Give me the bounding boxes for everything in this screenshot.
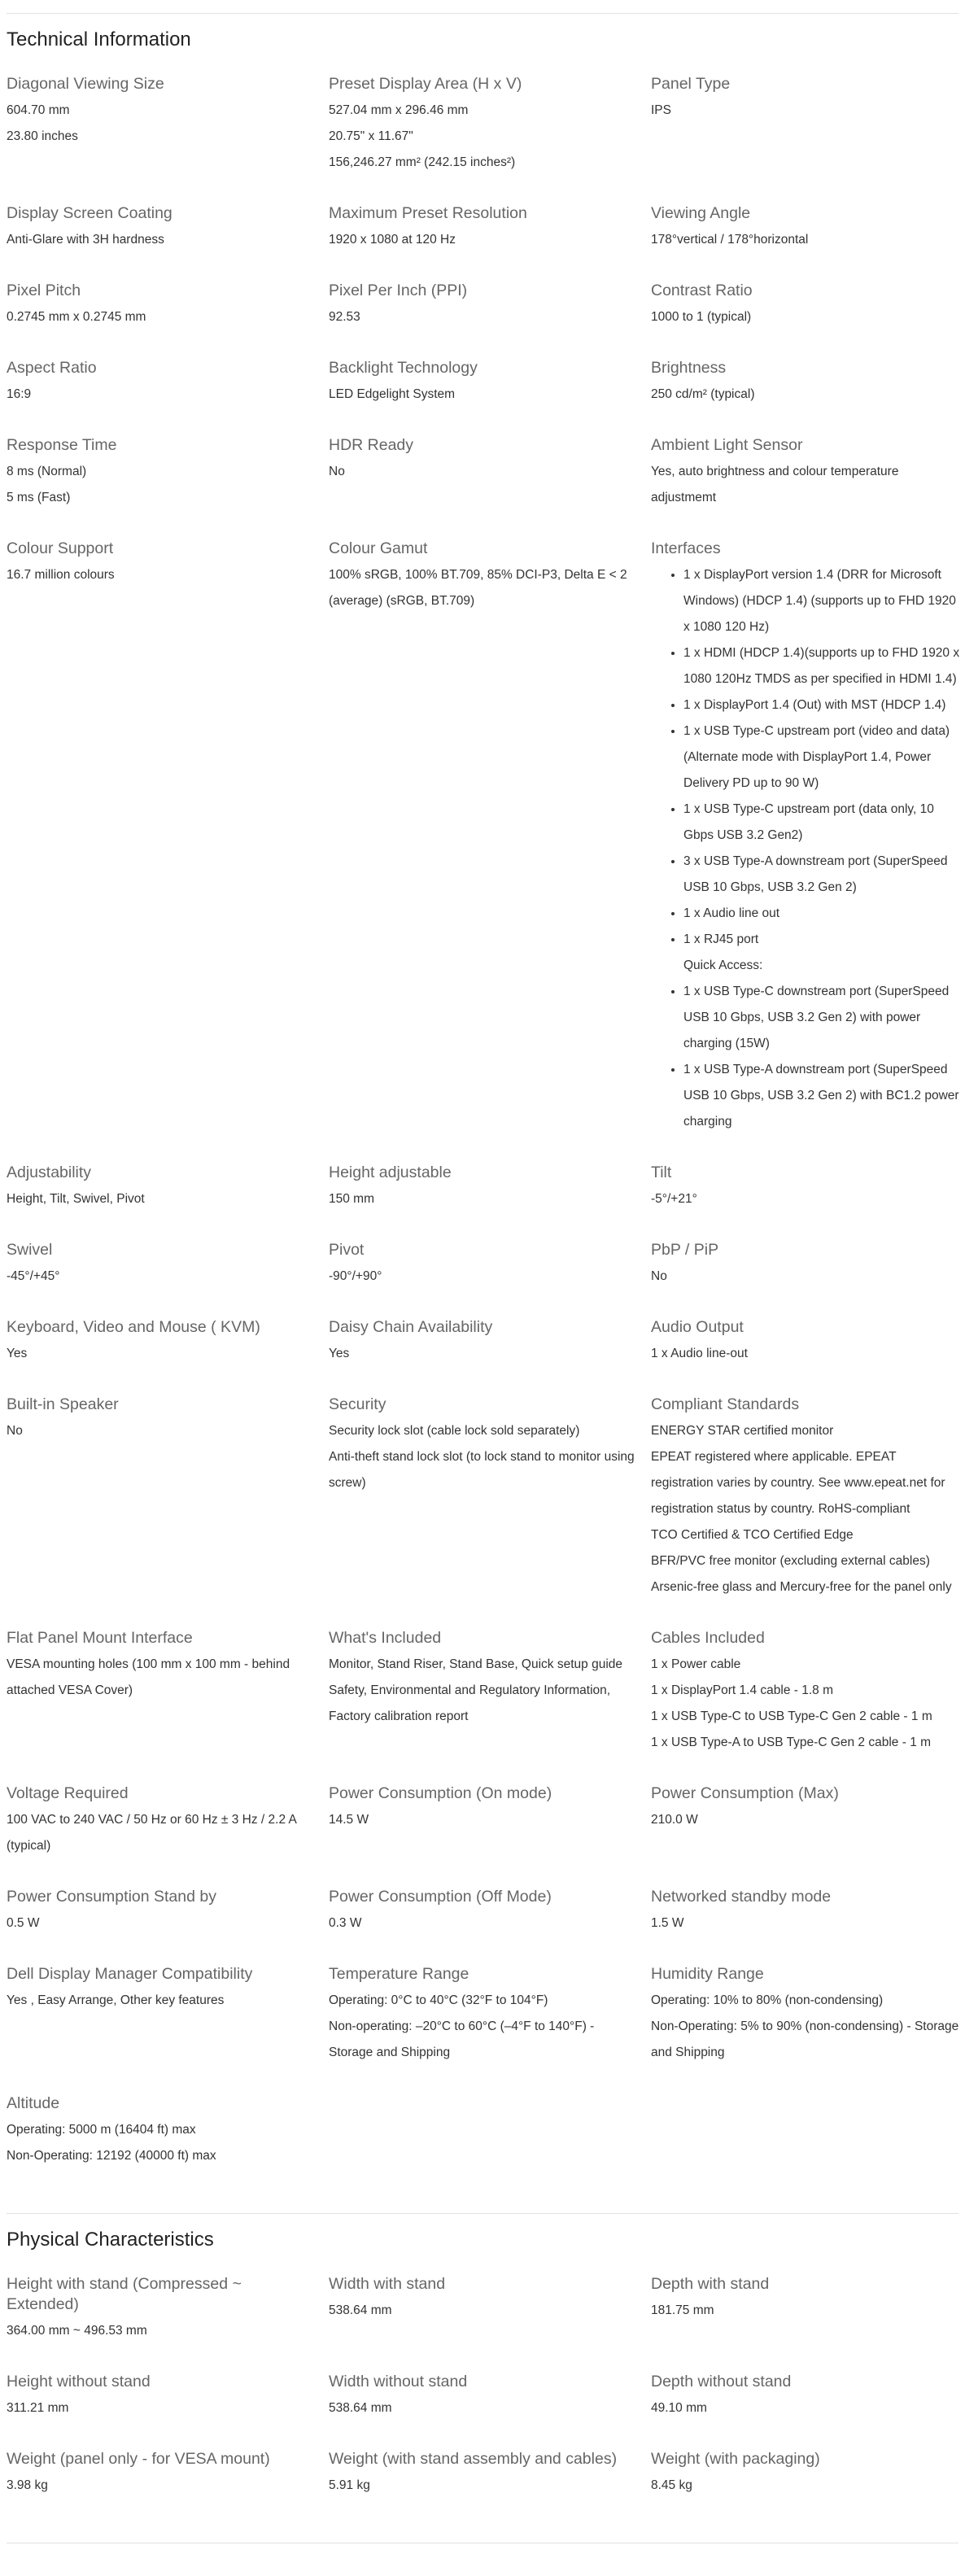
section-divider — [7, 2213, 958, 2214]
top-divider — [7, 13, 958, 14]
spec-value: 16:9 — [7, 387, 32, 401]
spec-humidity-range — [651, 1964, 965, 2094]
spec-value: 210.0 W — [651, 1813, 698, 1827]
spec-width-without-stand — [329, 2372, 651, 2449]
spec-label: Cables Included — [651, 1629, 765, 1647]
spec-contrast-ratio — [651, 281, 965, 358]
spec-value: 23.80 inches — [7, 129, 78, 143]
spec-value: 604.70 mm — [7, 103, 70, 117]
spec-depth-without-stand — [651, 2372, 965, 2449]
spec-value: 5.91 kg — [329, 2478, 370, 2492]
spec-label: Adjustability — [7, 1164, 92, 1181]
spec-tilt — [651, 1163, 965, 1240]
spec-label: Depth without stand — [651, 2373, 792, 2390]
spec-label: Interfaces — [651, 539, 721, 557]
spec-pixel-pitch — [7, 281, 329, 358]
spec-value: Arsenic-free glass and Mercury-free for the panel only — [651, 1580, 952, 1594]
spec-networked-standby-mode — [651, 1887, 965, 1964]
spec-list-item: • 1 x Audio line out — [683, 901, 960, 927]
spec-value: 92.53 — [329, 310, 360, 324]
spec-list-item: • 1 x USB Type-C downstream port (SuperSpeed USB 10 Gbps, USB 3.2 Gen 2) with power charging (15W) — [683, 979, 960, 1057]
spec-audio-output — [651, 1317, 965, 1395]
spec-label: Voltage Required — [7, 1784, 129, 1802]
spec-pbp-pip — [651, 1240, 965, 1317]
spec-label: Aspect Ratio — [7, 359, 97, 377]
spec-value: Yes, auto brightness and colour temperature adjustmemt — [651, 465, 899, 504]
spec-security — [329, 1395, 651, 1628]
spec-width-with-stand — [329, 2274, 651, 2372]
spec-weight-panel-only-for-vesa-mount — [7, 2449, 329, 2526]
spec-label: Weight (panel only - for VESA mount) — [7, 2450, 270, 2468]
spec-value: Operating: 10% to 80% (non-condensing) — [651, 1993, 884, 2007]
spec-label: Security — [329, 1395, 386, 1413]
spec-built-in-speaker — [7, 1395, 329, 1628]
spec-flat-panel-mount-interface — [7, 1628, 329, 1784]
spec-ambient-light-sensor — [651, 435, 965, 539]
spec-label: Brightness — [651, 359, 727, 377]
spec-label: Swivel — [7, 1241, 53, 1259]
spec-maximum-preset-resolution — [329, 203, 651, 281]
spec-value: Non-operating: –20°C to 60°C (–4°F to 140°F) - Storage and Shipping — [329, 2019, 595, 2059]
spec-label: Maximum Preset Resolution — [329, 204, 527, 222]
spec-value: 1920 x 1080 at 120 Hz — [329, 233, 456, 247]
spec-value: No — [651, 1269, 667, 1283]
spec-label: Diagonal Viewing Size — [7, 75, 164, 93]
spec-response-time — [7, 435, 329, 539]
spec-display-screen-coating — [7, 203, 329, 281]
spec-value: 250 cd/m² (typical) — [651, 387, 755, 401]
spec-pivot — [329, 1240, 651, 1317]
spec-power-consumption-on-mode — [329, 1784, 651, 1887]
spec-temperature-range — [329, 1964, 651, 2094]
spec-weight-with-packaging — [651, 2449, 965, 2526]
spec-altitude — [7, 2094, 329, 2197]
spec-value: Yes , Easy Arrange, Other key features — [7, 1993, 225, 2007]
spec-label: Height adjustable — [329, 1164, 452, 1181]
spec-power-consumption-max — [651, 1784, 965, 1887]
spec-value: ENERGY STAR certified monitor — [651, 1424, 834, 1438]
spec-aspect-ratio — [7, 358, 329, 435]
spec-label: Display Screen Coating — [7, 204, 172, 222]
spec-value-list — [651, 562, 960, 1135]
spec-value: 16.7 million colours — [7, 568, 115, 582]
spec-voltage-required — [7, 1784, 329, 1887]
spec-list-item: • 1 x USB Type-C upstream port (data only, 10 Gbps USB 3.2 Gen2) — [683, 797, 960, 849]
spec-label: Tilt — [651, 1164, 672, 1181]
spec-label: Panel Type — [651, 75, 731, 93]
spec-value: IPS — [651, 103, 671, 117]
spec-value: -90°/+90° — [329, 1269, 382, 1283]
spec-label: Width with stand — [329, 2275, 446, 2293]
spec-label: Humidity Range — [651, 1965, 764, 1983]
spec-label: PbP / PiP — [651, 1241, 719, 1259]
technical-section-title: Technical Information — [7, 28, 191, 50]
spec-value: Operating: 0°C to 40°C (32°F to 104°F) — [329, 1993, 548, 2007]
spec-adjustability — [7, 1163, 329, 1240]
spec-value: EPEAT registered where applicable. EPEAT registration varies by country. See www.epeat.net for registration status by country. RoHS-compliant — [651, 1450, 945, 1516]
spec-label: Power Consumption (Off Mode) — [329, 1888, 552, 1906]
spec-value: Operating: 5000 m (16404 ft) max — [7, 2123, 196, 2137]
spec-value: 150 mm — [329, 1192, 374, 1206]
spec-value: No — [7, 1424, 23, 1438]
spec-diagonal-viewing-size — [7, 74, 329, 203]
spec-colour-gamut — [329, 539, 651, 1163]
spec-label: HDR Ready — [329, 436, 414, 454]
spec-list-item: • 3 x USB Type-A downstream port (SuperSpeed USB 10 Gbps, USB 3.2 Gen 2) — [683, 849, 960, 901]
spec-value: 311.21 mm — [7, 2401, 69, 2415]
spec-compliant-standards — [651, 1395, 965, 1628]
spec-value: BFR/PVC free monitor (excluding external cables) — [651, 1554, 930, 1568]
spec-value: 8 ms (Normal) — [7, 465, 87, 478]
spec-brightness — [651, 358, 965, 435]
spec-swivel — [7, 1240, 329, 1317]
spec-label: Height with stand (Compressed ~ Extended) — [7, 2275, 242, 2313]
spec-label: Networked standby mode — [651, 1888, 832, 1906]
spec-weight-with-stand-assembly-and-cables — [329, 2449, 651, 2526]
spec-viewing-angle — [651, 203, 965, 281]
spec-height-adjustable — [329, 1163, 651, 1240]
spec-value: 14.5 W — [329, 1813, 369, 1827]
spec-label: Keyboard, Video and Mouse ( KVM) — [7, 1318, 260, 1336]
spec-label: Contrast Ratio — [651, 282, 753, 299]
spec-label: Compliant Standards — [651, 1395, 800, 1413]
spec-height-without-stand — [7, 2372, 329, 2449]
spec-pixel-per-inch-ppi — [329, 281, 651, 358]
spec-label: Colour Support — [7, 539, 114, 557]
spec-value: -45°/+45° — [7, 1269, 60, 1283]
spec-label: Ambient Light Sensor — [651, 436, 803, 454]
spec-value: Non-Operating: 12192 (40000 ft) max — [7, 2149, 216, 2163]
spec-hdr-ready — [329, 435, 651, 539]
spec-backlight-technology — [329, 358, 651, 435]
spec-value: 0.3 W — [329, 1916, 362, 1930]
spec-value: 100% sRGB, 100% BT.709, 85% DCI-P3, Delta E < 2 (average) (sRGB, BT.709) — [329, 568, 627, 608]
spec-value: Non-Operating: 5% to 90% (non-condensing) - Storage and Shipping — [651, 2019, 959, 2059]
spec-list-item: • 1 x HDMI (HDCP 1.4)(supports up to FHD 1920 x 1080 120Hz TMDS as per specified in HDMI 1.4) — [683, 640, 960, 692]
spec-value: 20.75" x 11.67" — [329, 129, 413, 143]
spec-colour-support — [7, 539, 329, 1163]
spec-depth-with-stand — [651, 2274, 965, 2372]
spec-what-s-included — [329, 1628, 651, 1784]
spec-label: Depth with stand — [651, 2275, 770, 2293]
technical-grid — [7, 74, 958, 2197]
spec-label: Pixel Pitch — [7, 282, 81, 299]
spec-label: Power Consumption Stand by — [7, 1888, 216, 1906]
spec-list-item: • 1 x USB Type-A downstream port (SuperSpeed USB 10 Gbps, USB 3.2 Gen 2) with BC1.2 power charging — [683, 1057, 960, 1135]
spec-label: Viewing Angle — [651, 204, 751, 222]
spec-label: Audio Output — [651, 1318, 744, 1336]
spec-power-consumption-stand-by — [7, 1887, 329, 1964]
spec-label: Colour Gamut — [329, 539, 428, 557]
spec-value: 1 x USB Type-C to USB Type-C Gen 2 cable - 1 m — [651, 1709, 932, 1723]
spec-height-with-stand-compressed-extended — [7, 2274, 329, 2372]
spec-value: 100 VAC to 240 VAC / 50 Hz or 60 Hz ± 3 Hz / 2.2 A (typical) — [7, 1813, 297, 1853]
spec-panel-type — [651, 74, 965, 203]
spec-value: Monitor, Stand Riser, Stand Base, Quick setup guide — [329, 1657, 623, 1671]
spec-value: LED Edgelight System — [329, 387, 456, 401]
spec-label: Pixel Per Inch (PPI) — [329, 282, 468, 299]
spec-label: Altitude — [7, 2094, 60, 2112]
spec-label: Flat Panel Mount Interface — [7, 1629, 193, 1647]
spec-value: 178°vertical / 178°horizontal — [651, 233, 809, 247]
spec-preset-display-area-h-x-v — [329, 74, 651, 203]
spec-value: 538.64 mm — [329, 2401, 392, 2415]
spec-value: 538.64 mm — [329, 2303, 392, 2317]
spec-label: Height without stand — [7, 2373, 151, 2390]
spec-value: 156,246.27 mm² (242.15 inches²) — [329, 155, 516, 169]
spec-label: Backlight Technology — [329, 359, 478, 377]
spec-interfaces — [651, 539, 965, 1163]
spec-value: 5 ms (Fast) — [7, 491, 71, 504]
spec-label: Response Time — [7, 436, 117, 454]
spec-value: Anti-Glare with 3H hardness — [7, 233, 164, 247]
spec-label: Weight (with stand assembly and cables) — [329, 2450, 618, 2468]
spec-value: 1 x USB Type-A to USB Type-C Gen 2 cable - 1 m — [651, 1736, 932, 1749]
spec-value: Height, Tilt, Swivel, Pivot — [7, 1192, 145, 1206]
spec-value: Security lock slot (cable lock sold separately) — [329, 1424, 580, 1438]
spec-value: 1.5 W — [651, 1916, 684, 1930]
spec-value: 181.75 mm — [651, 2303, 714, 2317]
spec-daisy-chain-availability — [329, 1317, 651, 1395]
spec-value: 49.10 mm — [651, 2401, 707, 2415]
physical-grid — [7, 2274, 958, 2526]
spec-label: Built-in Speaker — [7, 1395, 119, 1413]
spec-value: VESA mounting holes (100 mm x 100 mm - behind attached VESA Cover) — [7, 1657, 290, 1697]
spec-value: Safety, Environmental and Regulatory Information, Factory calibration report — [329, 1683, 611, 1723]
spec-value: No — [329, 465, 345, 478]
spec-value: Yes — [329, 1347, 350, 1360]
spec-label: Dell Display Manager Compatibility — [7, 1965, 253, 1983]
spec-dell-display-manager-compatibility — [7, 1964, 329, 2094]
spec-label: Daisy Chain Availability — [329, 1318, 493, 1336]
spec-value: -5°/+21° — [651, 1192, 697, 1206]
spec-list-item: • 1 x USB Type-C upstream port (video and data) (Alternate mode with DisplayPort 1.4, Power Delivery PD up to 90 W) — [683, 718, 960, 797]
spec-list-item: • 1 x DisplayPort version 1.4 (DRR for Microsoft Windows) (HDCP 1.4) (supports up to FHD 1920 x 1080 120 Hz) — [683, 562, 960, 640]
spec-list-item: Quick Access: — [683, 958, 763, 972]
spec-value: 0.2745 mm x 0.2745 mm — [7, 310, 146, 324]
physical-section-title: Physical Characteristics — [7, 2229, 214, 2251]
spec-label: Weight (with packaging) — [651, 2450, 820, 2468]
spec-value: 1 x Audio line-out — [651, 1347, 748, 1360]
spec-value: 1000 to 1 (typical) — [651, 310, 752, 324]
spec-value: 0.5 W — [7, 1916, 40, 1930]
spec-label: Pivot — [329, 1241, 365, 1259]
spec-label: What's Included — [329, 1629, 442, 1647]
spec-list-item: • 1 x RJ45 port — [683, 927, 960, 953]
spec-page — [0, 13, 965, 2576]
spec-value: Yes — [7, 1347, 28, 1360]
spec-keyboard-video-and-mouse-kvm — [7, 1317, 329, 1395]
spec-value: Anti-theft stand lock slot (to lock stand to monitor using screw) — [329, 1450, 635, 1490]
spec-list-item: • 1 x DisplayPort 1.4 (Out) with MST (HDCP 1.4) — [683, 692, 960, 718]
spec-power-consumption-off-mode — [329, 1887, 651, 1964]
spec-label: Width without stand — [329, 2373, 468, 2390]
spec-value: 1 x Power cable — [651, 1657, 741, 1671]
spec-cables-included — [651, 1628, 965, 1784]
spec-value: 364.00 mm ~ 496.53 mm — [7, 2324, 147, 2338]
spec-value: 3.98 kg — [7, 2478, 48, 2492]
spec-value: 8.45 kg — [651, 2478, 692, 2492]
spec-label: Power Consumption (On mode) — [329, 1784, 552, 1802]
spec-label: Temperature Range — [329, 1965, 469, 1983]
spec-value: TCO Certified & TCO Certified Edge — [651, 1528, 854, 1542]
spec-value: 527.04 mm x 296.46 mm — [329, 103, 469, 117]
spec-value: 1 x DisplayPort 1.4 cable - 1.8 m — [651, 1683, 833, 1697]
spec-label: Power Consumption (Max) — [651, 1784, 839, 1802]
spec-label: Preset Display Area (H x V) — [329, 75, 522, 93]
